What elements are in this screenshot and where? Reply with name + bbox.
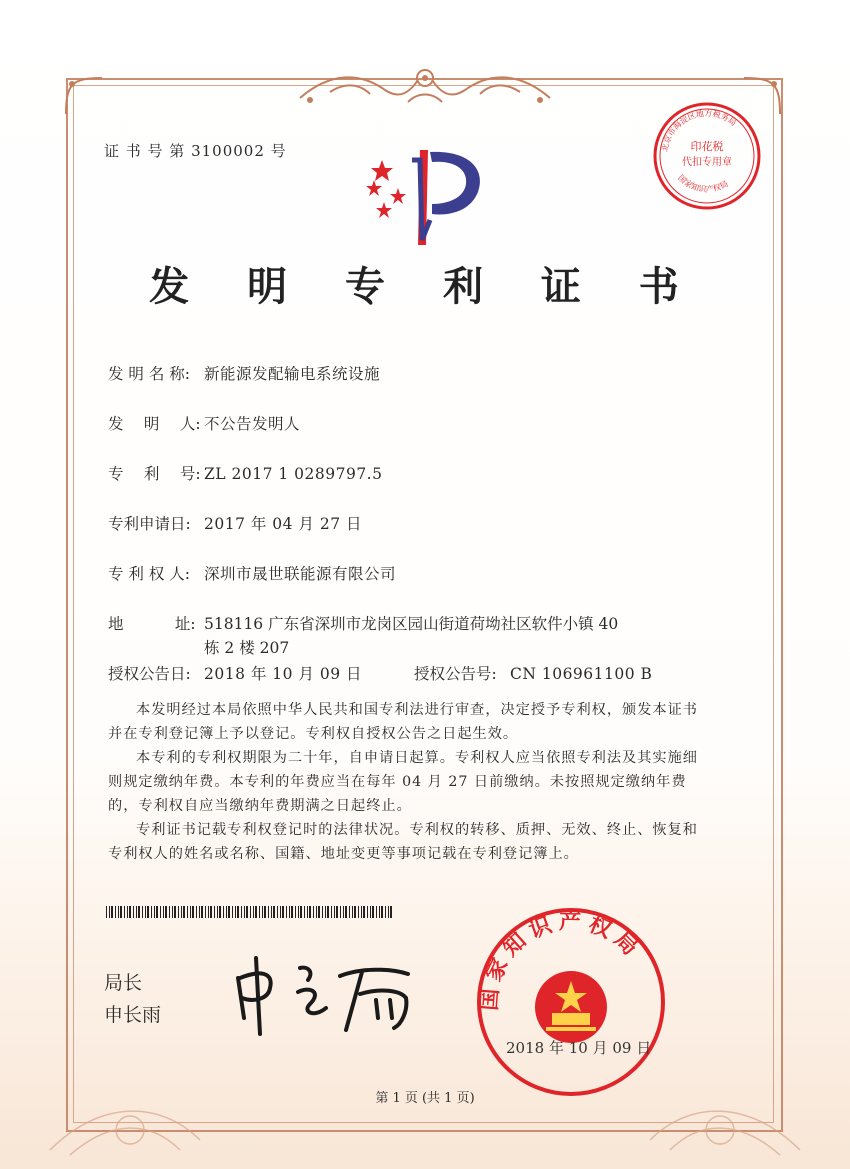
inventor-label: 发 明 人: xyxy=(108,415,201,433)
patent-number-row xyxy=(108,462,382,484)
top-ornament-icon xyxy=(290,62,560,110)
body-paragraph: 本专利的专利权期限为二十年，自申请日起算。专利权人应当依照专利法及其实施细则规定缴纳年费。本专利的年费应当在每年 04 月 27 日前缴纳。未按照规定缴纳年费的，专利权自应当缴纳年费期满之日起终止。 xyxy=(108,750,698,814)
svg-text:代扣专用章: 代扣专用章 xyxy=(682,157,732,168)
certificate-number: 证 书 号 第 3100002 号 xyxy=(104,142,287,160)
inventor-value: 不公告发明人 xyxy=(204,415,301,433)
patentee-label: 专 利 权 人: xyxy=(108,565,191,583)
address-label: 地 址: xyxy=(108,615,196,633)
grant-date-label: 授权公告日: xyxy=(108,665,191,683)
body-paragraph: 本发明经过本局依照中华人民共和国专利法进行审查，决定授予专利权，颁发本证书并在专利登记簿上予以登记。专利权自授权公告之日起生效。 xyxy=(108,702,698,742)
filing-date-label: 专利申请日: xyxy=(108,515,191,533)
svg-text:国家知识产权局: 国家知识产权局 xyxy=(676,173,730,195)
director-name: 申长雨 xyxy=(104,1004,162,1026)
patent-number-value: ZL 2017 1 0289797.5 xyxy=(204,465,383,483)
seal-date: 2018 年 10 月 09 日 xyxy=(506,1039,652,1057)
body-paragraph: 专利证书记载专利权登记时的法律状况。专利权的转移、质押、无效、终止、恢复和专利权人的姓名或名称、国籍、地址变更等事项记载在专利登记簿上。 xyxy=(108,822,698,862)
director-title: 局长 xyxy=(104,972,143,994)
certificate-title: 发 明 专 利 证 书 xyxy=(149,264,701,310)
corner-ornament-icon xyxy=(62,74,122,134)
grant-number-row xyxy=(414,662,652,684)
page-footer: 第 1 页 (共 1 页) xyxy=(375,1091,475,1106)
handwritten-signature-icon xyxy=(230,948,420,1038)
patentee-row xyxy=(108,562,396,584)
filing-date-row xyxy=(108,512,362,534)
address-value: 518116 广东省深圳市龙岗区园山街道荷坳社区软件小镇 40 栋 2 楼 207 xyxy=(204,615,619,657)
grant-number-label: 授权公告号: xyxy=(414,665,497,683)
grant-date-row xyxy=(108,662,362,684)
inventor-row xyxy=(108,412,300,434)
grant-number-value: CN 106961100 B xyxy=(510,665,653,683)
bottom-ornament-icon xyxy=(40,1060,810,1160)
invention-name-row xyxy=(108,362,380,384)
svg-text:北京市海淀区地方税务局: 北京市海淀区地方税务局 xyxy=(660,108,739,153)
patent-number-label: 专 利 号: xyxy=(108,465,201,483)
address-row xyxy=(108,612,648,660)
patent-office-logo-icon xyxy=(360,140,490,250)
invention-name-value: 新能源发配输电系统设施 xyxy=(204,365,381,383)
invention-name-label: 发 明 名 称: xyxy=(108,365,191,383)
tax-stamp-seal-icon xyxy=(651,100,763,212)
svg-text:国家知识产权局: 国家知识产权局 xyxy=(477,909,647,1012)
filing-date-value: 2017 年 04 月 27 日 xyxy=(204,515,363,533)
patentee-value: 深圳市晟世联能源有限公司 xyxy=(204,565,397,583)
barcode xyxy=(106,906,392,918)
svg-text:印花税: 印花税 xyxy=(690,140,724,153)
grant-date-value: 2018 年 10 月 09 日 xyxy=(204,665,363,683)
